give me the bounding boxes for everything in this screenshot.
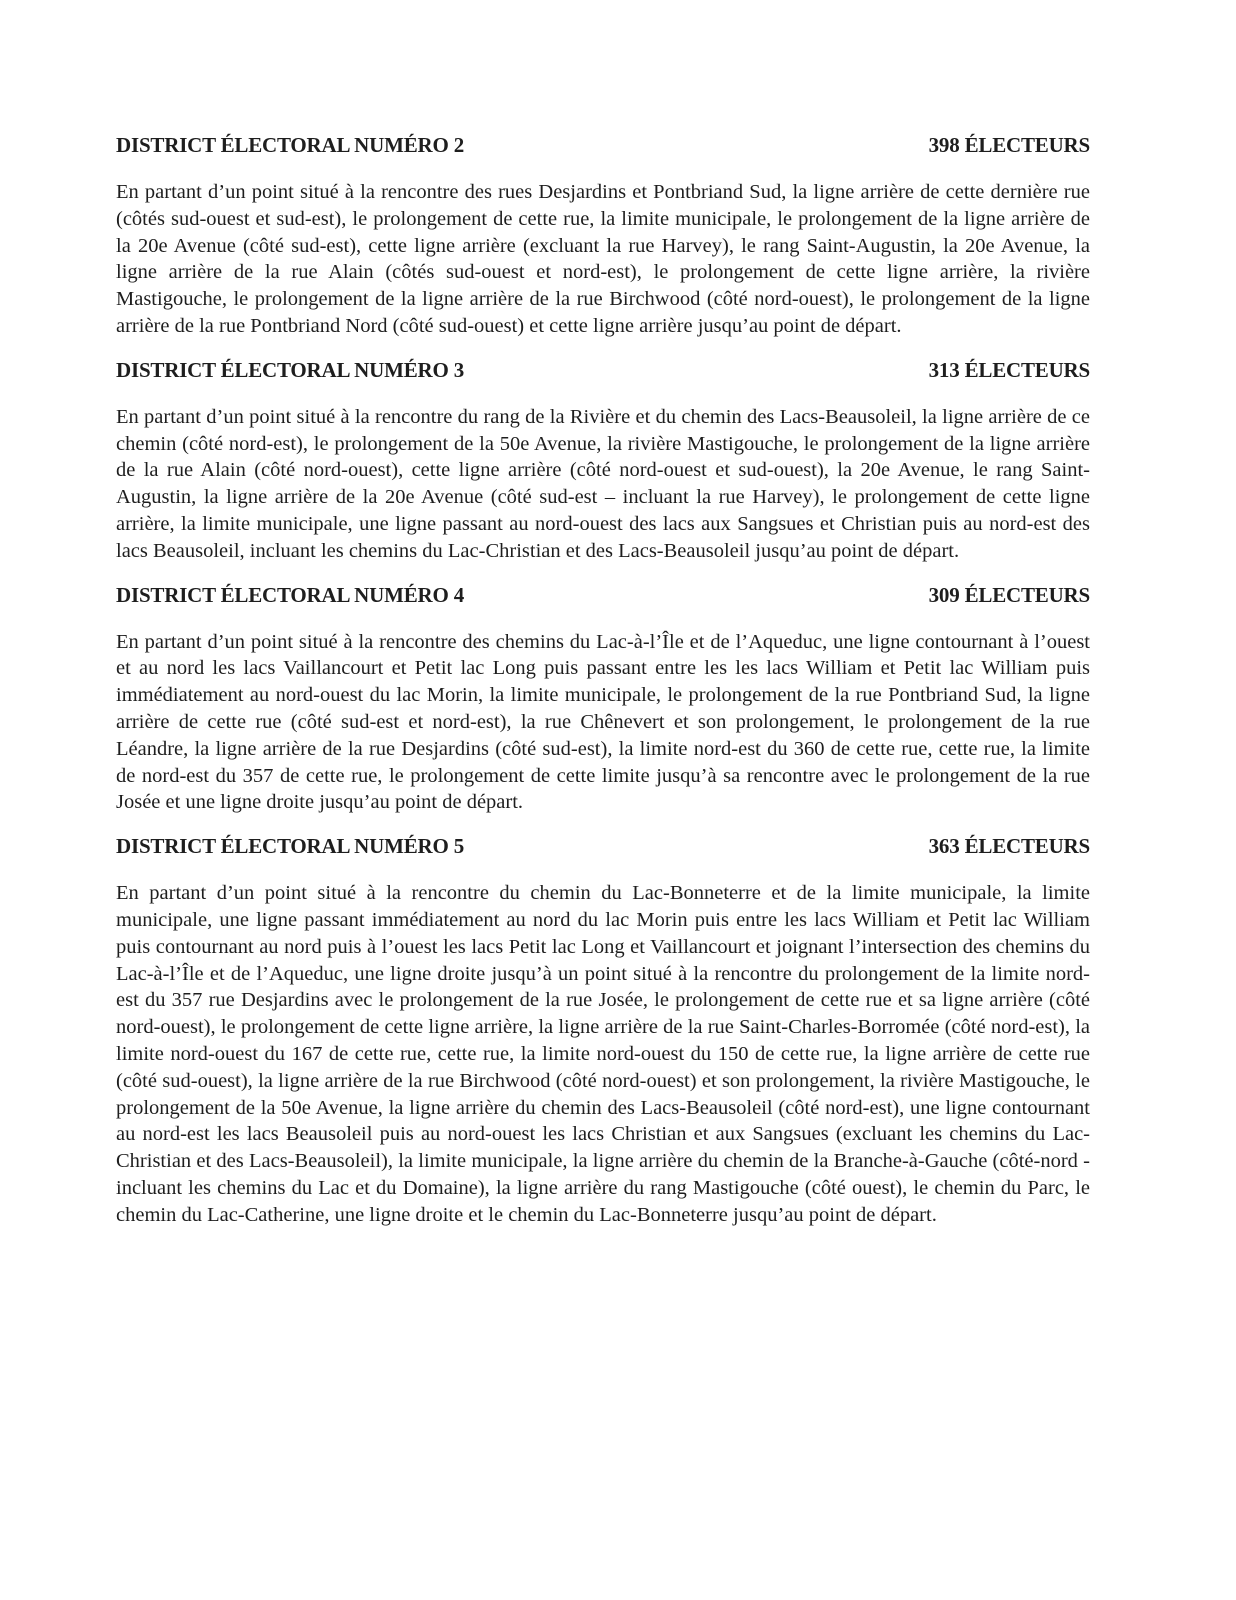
district-description: En partant d’un point situé à la rencontre des chemins du Lac-à-l’Île et de l’Aqueduc, une ligne contournant à l’ouest et au nord les lacs Vaillancourt et Petit lac Long puis passant entre les les lacs William et Petit lac William puis immédiatement au nord-ouest du lac Morin, la limite municipale, le prolongement de la rue Pontbriand Sud, la ligne arrière de cette rue (côté sud-est et nord-est), la rue Chênevert et son prolongement, le prolongement de la rue Léandre, la ligne arrière de la rue Desjardins (côté sud-est), la limite nord-est du 360 de cette rue, cette rue, la limite de nord-est du 357 de cette rue, le prolongement de cette limite jusqu’à sa rencontre avec le prolongement de la rue Josée et une ligne droite jusqu’au point de départ. — [116, 630, 1090, 814]
district-4-section — [116, 581, 1090, 817]
district-header — [116, 356, 1090, 384]
document-page — [116, 131, 1090, 1229]
district-electors-count: 363 ÉLECTEURS — [928, 834, 1090, 859]
district-3-section — [116, 356, 1090, 565]
district-2-section — [116, 131, 1090, 340]
district-title: DISTRICT ÉLECTORAL NUMÉRO 3 — [116, 357, 464, 382]
district-electors-count: 313 ÉLECTEURS — [928, 357, 1090, 382]
district-description: En partant d’un point situé à la rencontre du chemin du Lac-Bonneterre et de la limite municipale, la limite municipale, une ligne passant immédiatement au nord du lac Morin puis entre les lacs William et Petit lac William puis contournant au nord puis à l’ouest les lacs Petit lac Long et Vaillancourt et joignant l’intersection des chemins du Lac-à-l’Île et de l’Aqueduc, une ligne droite jusqu’à un point situé à la rencontre du prolongement de la limite nord-est du 357 rue Desjardins avec le prolongement de la rue Josée, le prolongement de cette rue et sa ligne arrière (côté nord-ouest), le prolongement de cette ligne arrière, la ligne arrière de la rue Saint-Charles-Borromée (côté nord-est), la limite nord-ouest du 167 de cette rue, cette rue, la limite nord-ouest du 150 de cette rue, la ligne arrière de cette rue (côté sud-ouest), la ligne arrière de la rue Birchwood (côté nord-ouest) et son prolongement, la rivière Mastigouche, le prolongement de la 50e Avenue, la ligne arrière du chemin des Lacs-Beausoleil (côté nord-est), une ligne contournant au nord-est les lacs Beausoleil puis au nord-ouest les lacs Christian et aux Sangsues (excluant les chemins du Lac-Christian et des Lacs-Beausoleil), la limite municipale, la ligne arrière du chemin de la Branche-à-Gauche (côté-nord - incluant les chemins du Lac et du Domaine), la ligne arrière du rang Mastigouche (côté ouest), le chemin du Parc, le chemin du Lac-Catherine, une ligne droite et le chemin du Lac-Bonneterre jusqu’au point de départ. — [116, 882, 1090, 1226]
district-electors-count: 309 ÉLECTEURS — [928, 582, 1090, 607]
district-title: DISTRICT ÉLECTORAL NUMÉRO 4 — [116, 582, 464, 607]
district-title: DISTRICT ÉLECTORAL NUMÉRO 5 — [116, 834, 464, 859]
district-header — [116, 581, 1090, 609]
district-title: DISTRICT ÉLECTORAL NUMÉRO 2 — [116, 133, 464, 157]
district-5-section — [116, 832, 1090, 1228]
district-description: En partant d’un point situé à la rencontre des rues Desjardins et Pontbriand Sud, la ligne arrière de cette dernière rue (côtés sud-ouest et sud-est), le prolongement de cette rue, la limite municipale, le prolongement de la ligne arrière de la 20e Avenue (côté sud-est), cette ligne arrière (excluant la rue Harvey), le rang Saint-Augustin, la 20e Avenue, la ligne arrière de la rue Alain (côtés sud-ouest et nord-est), le prolongement de cette ligne arrière, la rivière Mastigouche, le prolongement de la ligne arrière de la rue Birchwood (côté nord-ouest), le prolongement de la ligne arrière de la rue Pontbriand Nord (côté sud-ouest) et cette ligne arrière jusqu’au point de départ. — [116, 181, 1090, 337]
district-electors-count: 398 ÉLECTEURS — [928, 133, 1090, 157]
district-description: En partant d’un point situé à la rencontre du rang de la Rivière et du chemin des Lacs-Beausoleil, la ligne arrière de ce chemin (côté nord-est), le prolongement de la 50e Avenue, la rivière Mastigouche, le prolongement de la ligne arrière de la rue Alain (côté nord-ouest), cette ligne arrière (côté nord-ouest et sud-ouest), la 20e Avenue, le rang Saint-Augustin, la ligne arrière de la 20e Avenue (côté sud-est – incluant la rue Harvey), le prolongement de cette ligne arrière, la limite municipale, une ligne passant au nord-ouest des lacs aux Sangsues et Christian puis au nord-est des lacs Beausoleil, incluant les chemins du Lac-Christian et des Lacs-Beausoleil jusqu’au point de départ. — [116, 405, 1090, 562]
district-header — [116, 131, 1090, 159]
district-header — [116, 832, 1090, 860]
